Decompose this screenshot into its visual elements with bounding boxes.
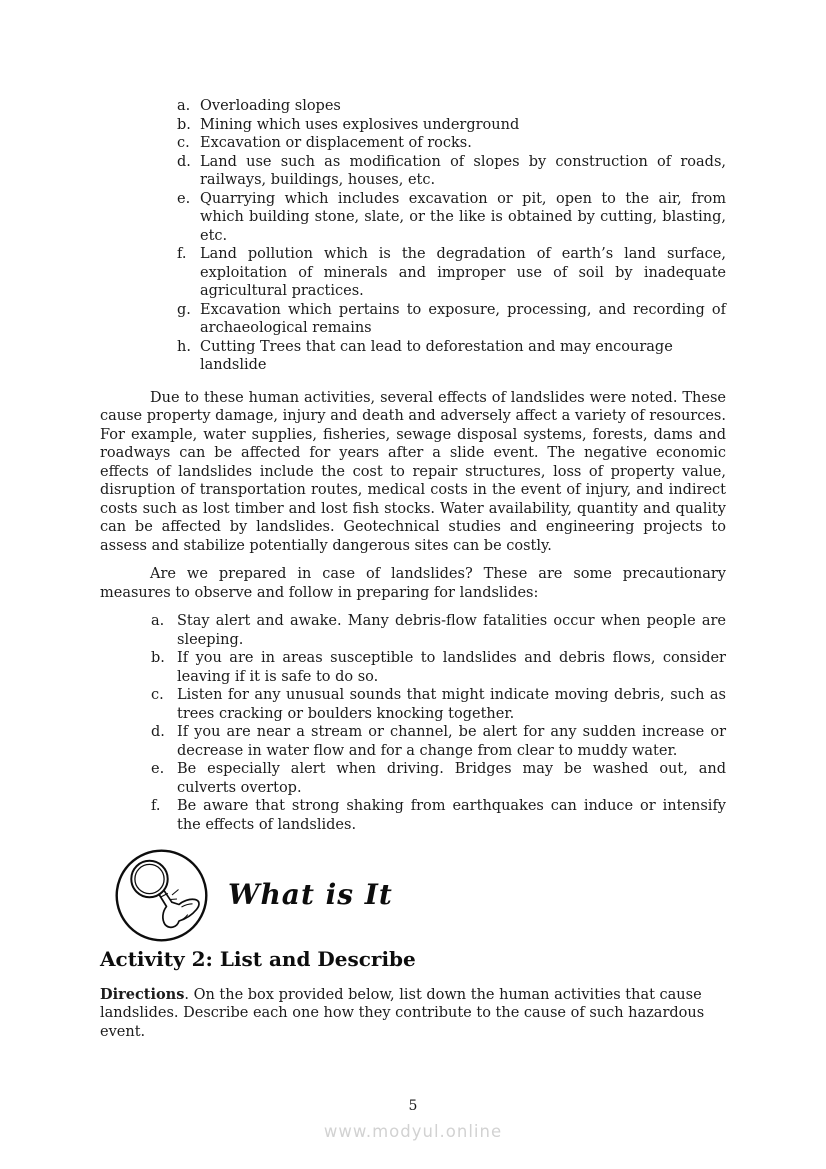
- list-item-letter: d.: [177, 153, 191, 170]
- list-item: [151, 686, 726, 723]
- list-item: [177, 134, 726, 153]
- list-item-letter: e.: [177, 190, 191, 207]
- list-item-letter: d.: [151, 724, 165, 740]
- list-item-text: Quarrying which includes excavation or pit, open to the air, from which building stone, slate, or the like is obtained by cutting, blasting, etc.: [200, 190, 726, 244]
- list-item-letter: f.: [151, 798, 161, 814]
- section-title: What is It: [228, 878, 393, 912]
- list-item-letter: f.: [177, 246, 187, 262]
- list-item-text: If you are near a stream or channel, be alert for any sudden increase or decrease in water flow and for a change from clear to muddy water.: [177, 724, 726, 759]
- list-item: [151, 649, 726, 686]
- causes-list: [100, 97, 726, 375]
- list-item-text: Mining which uses explosives underground: [200, 116, 520, 133]
- directions-text: . On the box provided below, list down the human activities that cause landslides. Describe each one how they contribute to the cause of such hazardous event.: [100, 986, 705, 1040]
- list-item: [151, 723, 726, 760]
- list-item-text: Be especially alert when driving. Bridges may be washed out, and culverts overtop.: [177, 761, 726, 796]
- list-item-text: Be aware that strong shaking from earthquakes can induce or intensify the effects of landslides.: [177, 798, 726, 833]
- list-item-text: If you are in areas susceptible to landslides and debris flows, consider leaving if it is safe to do so.: [177, 650, 726, 685]
- list-item-text: Land pollution which is the degradation of earth’s land surface, exploitation of minerals and improper use of soil by inadequate agricultural practices.: [200, 246, 726, 299]
- list-item: [151, 760, 726, 797]
- effects-paragraph: Due to these human activities, several effects of landslides were noted. These cause property damage, injury and death and adversely affect a variety of resources. For example, water supplies, fisheries, sewage disposal systems, forests, dams and roadways can be affected for years after a slide event. The negative economic effects of landslides include the cost to repair structures, loss of property value, disruption of transportation routes, medical costs in the event of injury, and indirect costs such as lost timber and lost fish stocks. Water availability, quantity and quality can be affected by landslides. Geotechnical studies and engineering projects to assess and stabilize potentially dangerous sites can be costly.: [100, 389, 726, 554]
- watermark: www.modyul.online: [323, 1122, 503, 1141]
- list-item-letter: c.: [151, 687, 164, 703]
- page-content: [100, 0, 726, 1056]
- directions-label: Directions: [100, 985, 185, 1003]
- list-item-text: Excavation or displacement of rocks.: [200, 135, 472, 151]
- list-item: [177, 190, 726, 246]
- list-item-letter: c.: [177, 135, 190, 151]
- list-item: [177, 301, 726, 338]
- list-item-text: Excavation which pertains to exposure, processing, and recording of archaeological remains: [200, 301, 726, 336]
- list-item-letter: g.: [177, 301, 191, 318]
- list-item-letter: e.: [151, 761, 165, 777]
- list-item: [177, 338, 726, 375]
- page-number: 5: [408, 1098, 418, 1114]
- list-item: [151, 797, 726, 834]
- list-item: [177, 116, 726, 135]
- list-item-letter: a.: [151, 613, 165, 629]
- list-item-text: Stay alert and awake. Many debris-flow fatalities occur when people are sleeping.: [177, 613, 726, 648]
- prepared-paragraph: Are we prepared in case of landslides? These are some precautionary measures to observe and follow in preparing for landslides:: [100, 566, 726, 601]
- activity-heading: Activity 2: List and Describe: [100, 947, 416, 971]
- list-item-text: Cutting Trees that can lead to deforestation and may encourage landslide: [200, 338, 673, 373]
- list-item-text: Listen for any unusual sounds that might indicate moving debris, such as trees cracking or boulders knocking together.: [177, 687, 726, 722]
- list-item-letter: b.: [177, 116, 191, 133]
- list-item-letter: a.: [177, 98, 191, 114]
- directions-paragraph: [100, 986, 726, 1042]
- list-item: [177, 153, 726, 190]
- list-item-letter: h.: [177, 338, 191, 355]
- list-item: [177, 245, 726, 301]
- list-item: [151, 612, 726, 649]
- magnifier-hand-icon: [115, 849, 208, 942]
- what-is-it-banner: [115, 849, 726, 942]
- list-item-text: Land use such as modification of slopes by construction of roads, railways, buildings, houses, etc.: [200, 153, 726, 188]
- list-item: [177, 97, 726, 116]
- list-item-text: Overloading slopes: [200, 98, 341, 114]
- precautions-list: [100, 612, 726, 834]
- list-item-letter: b.: [151, 650, 165, 666]
